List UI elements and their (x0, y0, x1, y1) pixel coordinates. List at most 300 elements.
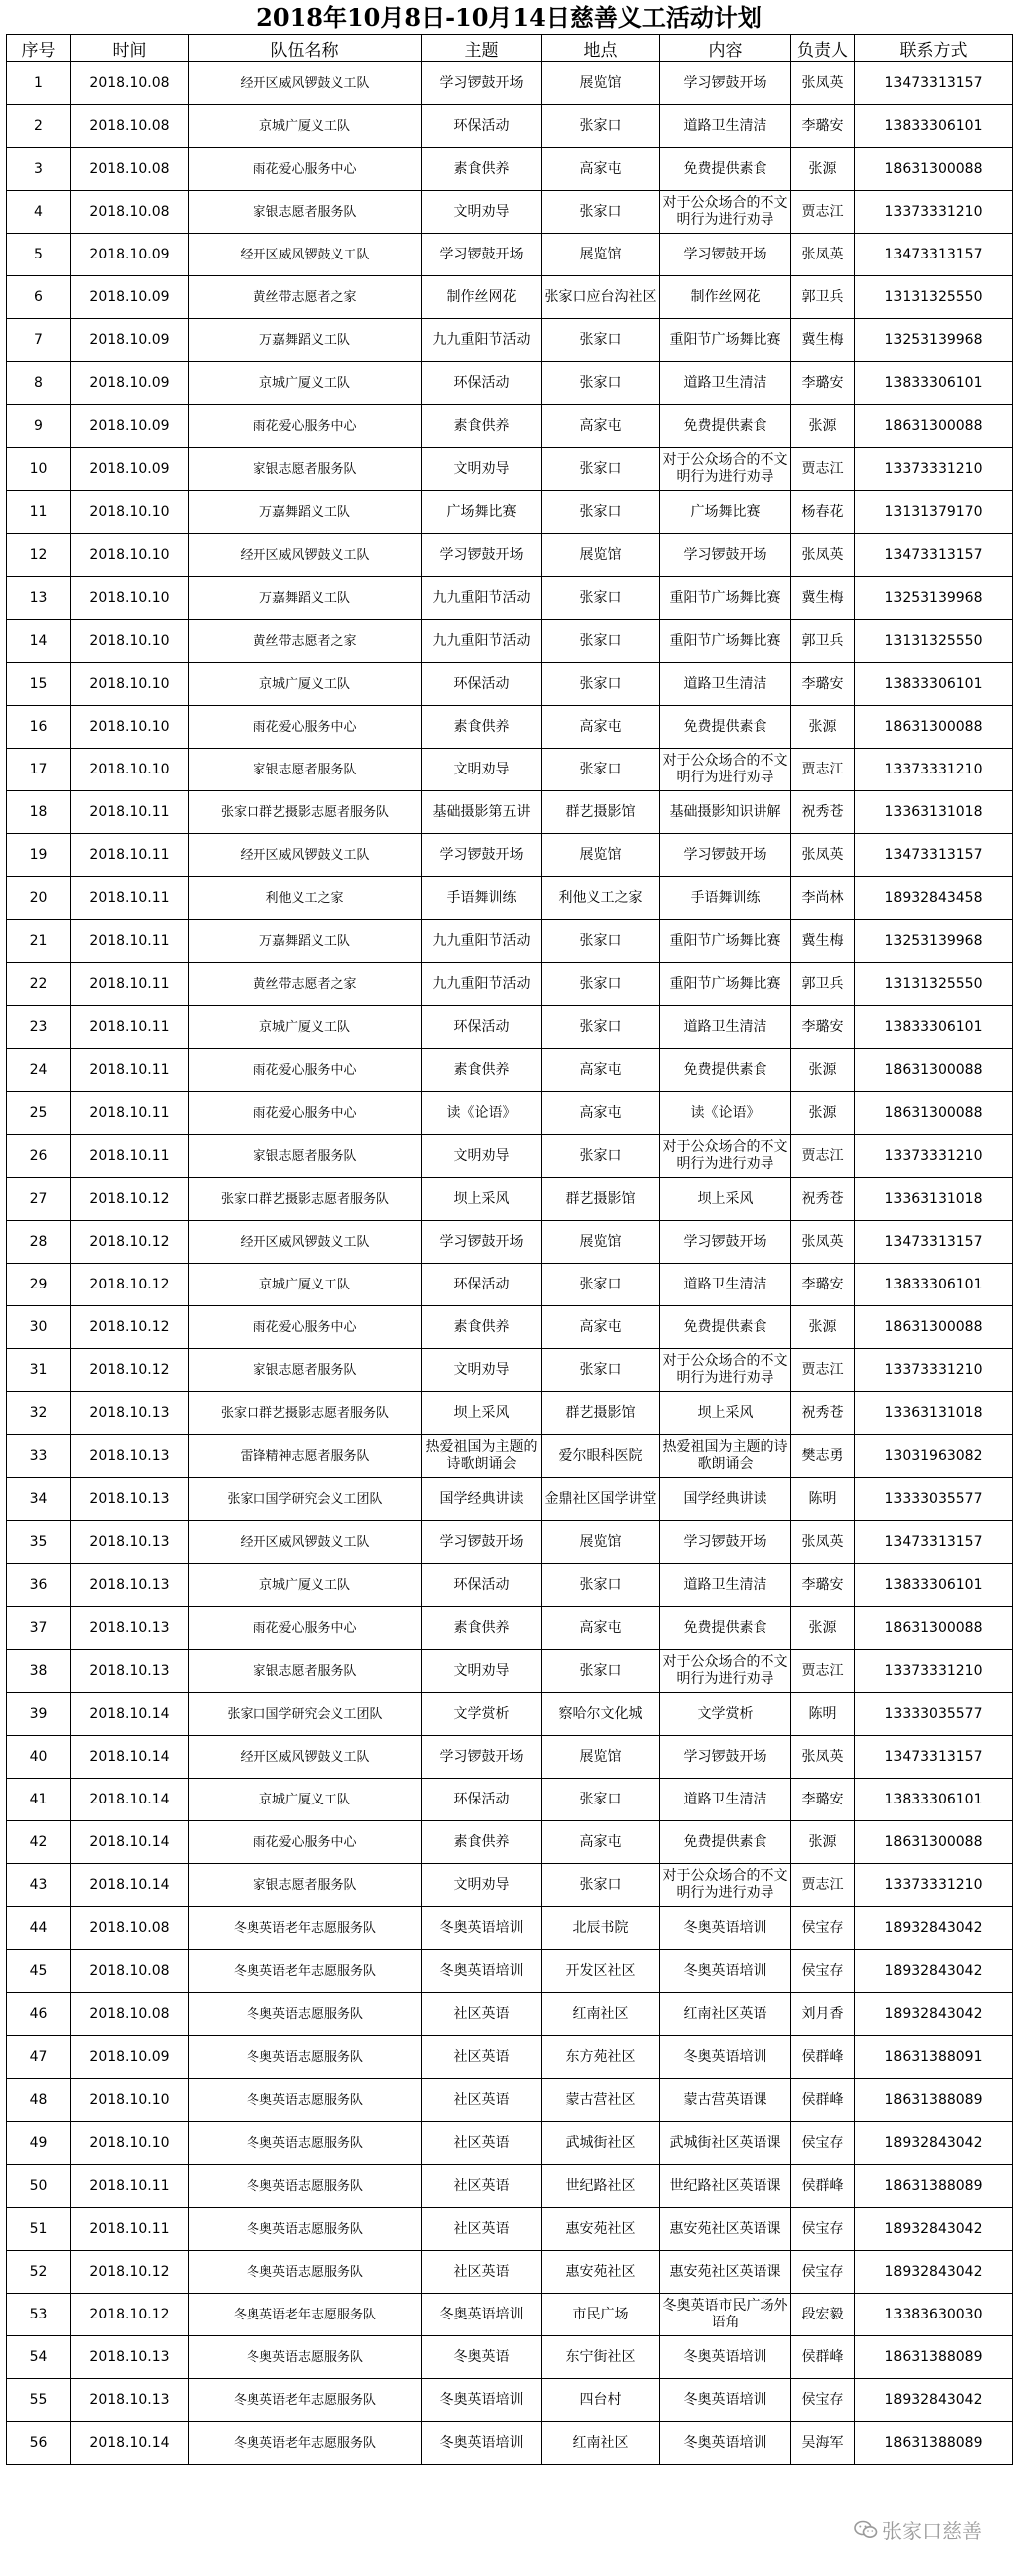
cell-phone: 13833306101 (855, 105, 1013, 148)
cell-phone: 18631300088 (855, 405, 1013, 448)
cell-content: 文学赏析 (660, 1693, 791, 1736)
cell-team: 京城广厦义工队 (189, 1564, 422, 1607)
header-location: 地点 (542, 35, 660, 62)
cell-date: 2018.10.09 (71, 276, 189, 319)
table-row (7, 2122, 1013, 2165)
table-row (7, 1264, 1013, 1306)
table-row (7, 2422, 1013, 2465)
cell-person: 祝秀苍 (791, 791, 855, 834)
cell-location: 爱尔眼科医院 (542, 1435, 660, 1478)
cell-date: 2018.10.14 (71, 1779, 189, 1821)
cell-location: 东宁街社区 (542, 2336, 660, 2379)
cell-location: 东方苑社区 (542, 2036, 660, 2079)
cell-person: 李璐安 (791, 1264, 855, 1306)
cell-content: 冬奥英语培训 (660, 2036, 791, 2079)
cell-phone: 13833306101 (855, 1264, 1013, 1306)
cell-team: 经开区威风锣鼓义工队 (189, 1521, 422, 1564)
table-row (7, 1993, 1013, 2036)
watermark-text: 张家口慈善 (882, 2519, 982, 2543)
cell-person: 贾志江 (791, 749, 855, 791)
cell-location: 展览馆 (542, 1221, 660, 1264)
cell-date: 2018.10.10 (71, 749, 189, 791)
cell-content: 冬奥英语培训 (660, 2422, 791, 2465)
cell-content: 重阳节广场舞比赛 (660, 920, 791, 963)
wechat-icon (854, 2520, 878, 2540)
table-row (7, 920, 1013, 963)
cell-location: 蒙古营社区 (542, 2079, 660, 2122)
cell-index: 17 (7, 749, 71, 791)
cell-location: 张家口 (542, 491, 660, 534)
cell-person: 冀生梅 (791, 920, 855, 963)
cell-index: 36 (7, 1564, 71, 1607)
table-row (7, 1821, 1013, 1864)
cell-person: 冀生梅 (791, 577, 855, 620)
cell-content: 坝上采风 (660, 1178, 791, 1221)
cell-date: 2018.10.11 (71, 834, 189, 877)
cell-phone: 13373331210 (855, 1349, 1013, 1392)
cell-index: 26 (7, 1135, 71, 1178)
cell-content: 手语舞训练 (660, 877, 791, 920)
cell-content: 学习锣鼓开场 (660, 234, 791, 276)
cell-location: 红南社区 (542, 1993, 660, 2036)
cell-person: 张源 (791, 405, 855, 448)
cell-content: 道路卫生清洁 (660, 663, 791, 706)
cell-person: 张凤英 (791, 1521, 855, 1564)
cell-content: 重阳节广场舞比赛 (660, 963, 791, 1006)
cell-index: 31 (7, 1349, 71, 1392)
cell-phone: 13473313157 (855, 234, 1013, 276)
cell-team: 家银志愿者服务队 (189, 1349, 422, 1392)
table-row (7, 791, 1013, 834)
table-row (7, 963, 1013, 1006)
cell-content: 对于公众场合的不文明行为进行劝导 (660, 1349, 791, 1392)
cell-index: 7 (7, 319, 71, 362)
cell-date: 2018.10.12 (71, 1178, 189, 1221)
cell-phone: 18631388089 (855, 2165, 1013, 2208)
cell-content: 对于公众场合的不文明行为进行劝导 (660, 1650, 791, 1693)
cell-location: 市民广场 (542, 2294, 660, 2336)
cell-person: 侯群峰 (791, 2336, 855, 2379)
cell-index: 2 (7, 105, 71, 148)
cell-location: 利他义工之家 (542, 877, 660, 920)
cell-theme: 文明劝导 (422, 448, 542, 491)
cell-phone: 13333035577 (855, 1693, 1013, 1736)
cell-date: 2018.10.12 (71, 1221, 189, 1264)
cell-date: 2018.10.10 (71, 2079, 189, 2122)
cell-content: 惠安苑社区英语课 (660, 2208, 791, 2251)
cell-phone: 18631300088 (855, 1306, 1013, 1349)
cell-content: 红南社区英语 (660, 1993, 791, 2036)
cell-person: 陈明 (791, 1693, 855, 1736)
cell-theme: 九九重阳节活动 (422, 577, 542, 620)
cell-index: 44 (7, 1907, 71, 1950)
cell-theme: 环保活动 (422, 1779, 542, 1821)
cell-index: 54 (7, 2336, 71, 2379)
cell-content: 学习锣鼓开场 (660, 534, 791, 577)
cell-content: 冬奥英语培训 (660, 2336, 791, 2379)
cell-index: 42 (7, 1821, 71, 1864)
cell-phone: 13833306101 (855, 1564, 1013, 1607)
cell-theme: 文学赏析 (422, 1693, 542, 1736)
table-row (7, 1049, 1013, 1092)
cell-content: 学习锣鼓开场 (660, 1521, 791, 1564)
cell-phone: 13373331210 (855, 448, 1013, 491)
cell-theme: 素食供养 (422, 1821, 542, 1864)
cell-date: 2018.10.12 (71, 2251, 189, 2294)
cell-location: 张家口 (542, 577, 660, 620)
cell-index: 37 (7, 1607, 71, 1650)
cell-date: 2018.10.09 (71, 319, 189, 362)
cell-phone: 13473313157 (855, 534, 1013, 577)
cell-location: 红南社区 (542, 2422, 660, 2465)
cell-theme: 冬奥英语培训 (422, 1950, 542, 1993)
cell-date: 2018.10.11 (71, 920, 189, 963)
cell-location: 群艺摄影馆 (542, 1178, 660, 1221)
cell-theme: 文明劝导 (422, 1864, 542, 1907)
cell-content: 对于公众场合的不文明行为进行劝导 (660, 1864, 791, 1907)
cell-phone: 18631300088 (855, 1049, 1013, 1092)
cell-location: 察哈尔文化城 (542, 1693, 660, 1736)
cell-person: 侯群峰 (791, 2036, 855, 2079)
table-row (7, 1006, 1013, 1049)
cell-person: 张源 (791, 1607, 855, 1650)
cell-index: 49 (7, 2122, 71, 2165)
table-row (7, 1178, 1013, 1221)
cell-theme: 热爱祖国为主题的诗歌朗诵会 (422, 1435, 542, 1478)
cell-location: 展览馆 (542, 1736, 660, 1779)
cell-date: 2018.10.13 (71, 2336, 189, 2379)
cell-team: 经开区威风锣鼓义工队 (189, 834, 422, 877)
cell-date: 2018.10.09 (71, 234, 189, 276)
cell-person: 张凤英 (791, 1221, 855, 1264)
cell-theme: 冬奥英语培训 (422, 2422, 542, 2465)
table-row (7, 1564, 1013, 1607)
cell-index: 53 (7, 2294, 71, 2336)
cell-theme: 环保活动 (422, 663, 542, 706)
cell-theme: 冬奥英语 (422, 2336, 542, 2379)
header-phone: 联系方式 (855, 35, 1013, 62)
cell-person: 张凤英 (791, 62, 855, 105)
table-row (7, 877, 1013, 920)
cell-index: 3 (7, 148, 71, 191)
table-row (7, 62, 1013, 105)
cell-content: 坝上采风 (660, 1392, 791, 1435)
cell-date: 2018.10.12 (71, 1349, 189, 1392)
page-title: 2018年10月8日-10月14日慈善义工活动计划 (256, 3, 762, 32)
cell-team: 利他义工之家 (189, 877, 422, 920)
cell-person: 贾志江 (791, 191, 855, 234)
cell-phone: 13253139968 (855, 920, 1013, 963)
cell-theme: 九九重阳节活动 (422, 920, 542, 963)
cell-date: 2018.10.11 (71, 963, 189, 1006)
cell-index: 14 (7, 620, 71, 663)
cell-content: 重阳节广场舞比赛 (660, 577, 791, 620)
cell-date: 2018.10.09 (71, 2036, 189, 2079)
cell-team: 雷锋精神志愿者服务队 (189, 1435, 422, 1478)
cell-index: 45 (7, 1950, 71, 1993)
table-row (7, 1092, 1013, 1135)
cell-date: 2018.10.09 (71, 448, 189, 491)
cell-content: 学习锣鼓开场 (660, 834, 791, 877)
cell-content: 道路卫生清洁 (660, 105, 791, 148)
cell-person: 杨春花 (791, 491, 855, 534)
cell-index: 50 (7, 2165, 71, 2208)
table-row (7, 2165, 1013, 2208)
cell-date: 2018.10.13 (71, 2379, 189, 2422)
cell-theme: 国学经典讲读 (422, 1478, 542, 1521)
cell-team: 雨花爱心服务中心 (189, 1092, 422, 1135)
cell-phone: 18631300088 (855, 1607, 1013, 1650)
cell-phone: 13031963082 (855, 1435, 1013, 1478)
cell-team: 家银志愿者服务队 (189, 448, 422, 491)
cell-date: 2018.10.08 (71, 1907, 189, 1950)
cell-team: 黄丝带志愿者之家 (189, 620, 422, 663)
cell-content: 免费提供素食 (660, 1306, 791, 1349)
cell-index: 39 (7, 1693, 71, 1736)
cell-theme: 环保活动 (422, 1264, 542, 1306)
cell-index: 56 (7, 2422, 71, 2465)
cell-team: 家银志愿者服务队 (189, 1864, 422, 1907)
cell-theme: 基础摄影第五讲 (422, 791, 542, 834)
cell-location: 展览馆 (542, 534, 660, 577)
cell-phone: 13373331210 (855, 749, 1013, 791)
table-row (7, 1693, 1013, 1736)
cell-index: 21 (7, 920, 71, 963)
cell-content: 道路卫生清洁 (660, 1779, 791, 1821)
cell-person: 侯宝存 (791, 2251, 855, 2294)
cell-team: 冬奥英语志愿服务队 (189, 2208, 422, 2251)
cell-index: 32 (7, 1392, 71, 1435)
cell-theme: 手语舞训练 (422, 877, 542, 920)
cell-theme: 学习锣鼓开场 (422, 1521, 542, 1564)
cell-date: 2018.10.14 (71, 1864, 189, 1907)
cell-date: 2018.10.11 (71, 791, 189, 834)
cell-theme: 坝上采风 (422, 1178, 542, 1221)
cell-index: 30 (7, 1306, 71, 1349)
cell-content: 免费提供素食 (660, 405, 791, 448)
header-team: 队伍名称 (189, 35, 422, 62)
cell-location: 张家口 (542, 620, 660, 663)
table-row (7, 1650, 1013, 1693)
cell-location: 世纪路社区 (542, 2165, 660, 2208)
table-row (7, 2294, 1013, 2336)
table-row (7, 1135, 1013, 1178)
cell-phone: 18932843042 (855, 2379, 1013, 2422)
cell-person: 贾志江 (791, 1650, 855, 1693)
table-row (7, 663, 1013, 706)
cell-team: 冬奥英语志愿服务队 (189, 2122, 422, 2165)
cell-date: 2018.10.11 (71, 1006, 189, 1049)
cell-person: 吴海军 (791, 2422, 855, 2465)
cell-location: 张家口 (542, 749, 660, 791)
cell-phone: 18631300088 (855, 1092, 1013, 1135)
table-row (7, 148, 1013, 191)
cell-date: 2018.10.12 (71, 2294, 189, 2336)
table-row (7, 405, 1013, 448)
table-row (7, 1435, 1013, 1478)
cell-phone: 18932843042 (855, 1993, 1013, 2036)
cell-phone: 13473313157 (855, 1736, 1013, 1779)
cell-theme: 社区英语 (422, 2251, 542, 2294)
cell-person: 侯群峰 (791, 2079, 855, 2122)
cell-theme: 学习锣鼓开场 (422, 62, 542, 105)
cell-location: 张家口 (542, 663, 660, 706)
cell-phone: 18631388089 (855, 2422, 1013, 2465)
cell-index: 29 (7, 1264, 71, 1306)
header-theme: 主题 (422, 35, 542, 62)
cell-content: 学习锣鼓开场 (660, 1221, 791, 1264)
cell-person: 张源 (791, 706, 855, 749)
table-row (7, 1221, 1013, 1264)
cell-phone: 13833306101 (855, 663, 1013, 706)
cell-person: 张源 (791, 1049, 855, 1092)
table-row (7, 534, 1013, 577)
cell-index: 23 (7, 1006, 71, 1049)
cell-date: 2018.10.11 (71, 1092, 189, 1135)
cell-team: 冬奥英语志愿服务队 (189, 1993, 422, 2036)
header-date: 时间 (71, 35, 189, 62)
cell-date: 2018.10.08 (71, 1950, 189, 1993)
cell-theme: 素食供养 (422, 148, 542, 191)
cell-theme: 冬奥英语培训 (422, 1907, 542, 1950)
cell-index: 35 (7, 1521, 71, 1564)
cell-person: 侯群峰 (791, 2165, 855, 2208)
cell-theme: 坝上采风 (422, 1392, 542, 1435)
cell-location: 张家口 (542, 963, 660, 1006)
cell-person: 侯宝存 (791, 2379, 855, 2422)
cell-team: 家银志愿者服务队 (189, 1135, 422, 1178)
cell-person: 张凤英 (791, 834, 855, 877)
cell-theme: 冬奥英语培训 (422, 2379, 542, 2422)
table-row (7, 1607, 1013, 1650)
cell-location: 张家口 (542, 1135, 660, 1178)
cell-date: 2018.10.08 (71, 148, 189, 191)
cell-phone: 13473313157 (855, 1521, 1013, 1564)
cell-date: 2018.10.08 (71, 191, 189, 234)
cell-phone: 18932843042 (855, 2208, 1013, 2251)
cell-content: 热爱祖国为主题的诗歌朗诵会 (660, 1435, 791, 1478)
header-person: 负责人 (791, 35, 855, 62)
cell-index: 27 (7, 1178, 71, 1221)
cell-date: 2018.10.13 (71, 1607, 189, 1650)
cell-team: 黄丝带志愿者之家 (189, 276, 422, 319)
cell-phone: 18631300088 (855, 1821, 1013, 1864)
cell-content: 道路卫生清洁 (660, 362, 791, 405)
cell-theme: 文明劝导 (422, 749, 542, 791)
cell-theme: 素食供养 (422, 706, 542, 749)
cell-theme: 学习锣鼓开场 (422, 1221, 542, 1264)
cell-team: 冬奥英语志愿服务队 (189, 2165, 422, 2208)
cell-theme: 文明劝导 (422, 1135, 542, 1178)
cell-team: 雨花爱心服务中心 (189, 706, 422, 749)
cell-phone: 13373331210 (855, 1650, 1013, 1693)
table-row (7, 276, 1013, 319)
table-row (7, 2079, 1013, 2122)
cell-location: 群艺摄影馆 (542, 1392, 660, 1435)
table-row (7, 1349, 1013, 1392)
cell-content: 武城街社区英语课 (660, 2122, 791, 2165)
cell-index: 43 (7, 1864, 71, 1907)
cell-index: 20 (7, 877, 71, 920)
cell-location: 张家口 (542, 1864, 660, 1907)
cell-theme: 环保活动 (422, 105, 542, 148)
cell-theme: 环保活动 (422, 362, 542, 405)
table-row (7, 2036, 1013, 2079)
cell-date: 2018.10.13 (71, 1435, 189, 1478)
cell-index: 33 (7, 1435, 71, 1478)
cell-phone: 18932843042 (855, 2251, 1013, 2294)
cell-index: 40 (7, 1736, 71, 1779)
cell-phone: 18932843458 (855, 877, 1013, 920)
table-row (7, 105, 1013, 148)
cell-team: 冬奥英语老年志愿服务队 (189, 1907, 422, 1950)
cell-theme: 素食供养 (422, 1049, 542, 1092)
cell-date: 2018.10.11 (71, 877, 189, 920)
cell-content: 免费提供素食 (660, 148, 791, 191)
watermark (854, 2515, 982, 2544)
cell-team: 京城广厦义工队 (189, 105, 422, 148)
cell-team: 经开区威风锣鼓义工队 (189, 534, 422, 577)
table-row (7, 1478, 1013, 1521)
cell-date: 2018.10.08 (71, 62, 189, 105)
cell-date: 2018.10.13 (71, 1521, 189, 1564)
cell-team: 雨花爱心服务中心 (189, 1306, 422, 1349)
cell-theme: 素食供养 (422, 405, 542, 448)
cell-index: 8 (7, 362, 71, 405)
cell-content: 免费提供素食 (660, 706, 791, 749)
cell-team: 万嘉舞蹈义工队 (189, 920, 422, 963)
cell-theme: 文明劝导 (422, 1650, 542, 1693)
header-index: 序号 (7, 35, 71, 62)
cell-date: 2018.10.08 (71, 105, 189, 148)
cell-date: 2018.10.14 (71, 1821, 189, 1864)
cell-team: 冬奥英语老年志愿服务队 (189, 2379, 422, 2422)
cell-phone: 13333035577 (855, 1478, 1013, 1521)
cell-date: 2018.10.11 (71, 1049, 189, 1092)
cell-phone: 18631388091 (855, 2036, 1013, 2079)
cell-location: 张家口 (542, 448, 660, 491)
activity-table (6, 34, 1013, 2465)
table-row (7, 1950, 1013, 1993)
cell-theme: 广场舞比赛 (422, 491, 542, 534)
cell-location: 张家口 (542, 1349, 660, 1392)
cell-person: 侯宝存 (791, 2122, 855, 2165)
table-header-row (7, 35, 1013, 62)
cell-theme: 文明劝导 (422, 1349, 542, 1392)
cell-content: 免费提供素食 (660, 1821, 791, 1864)
cell-person: 李璐安 (791, 362, 855, 405)
cell-index: 28 (7, 1221, 71, 1264)
cell-theme: 学习锣鼓开场 (422, 1736, 542, 1779)
table-row (7, 620, 1013, 663)
cell-team: 经开区威风锣鼓义工队 (189, 1221, 422, 1264)
cell-person: 侯宝存 (791, 2208, 855, 2251)
cell-phone: 13473313157 (855, 62, 1013, 105)
cell-location: 张家口 (542, 1006, 660, 1049)
cell-date: 2018.10.11 (71, 2165, 189, 2208)
cell-content: 重阳节广场舞比赛 (660, 620, 791, 663)
cell-index: 47 (7, 2036, 71, 2079)
cell-date: 2018.10.14 (71, 2422, 189, 2465)
cell-location: 展览馆 (542, 62, 660, 105)
cell-content: 对于公众场合的不文明行为进行劝导 (660, 1135, 791, 1178)
cell-date: 2018.10.14 (71, 1736, 189, 1779)
cell-date: 2018.10.10 (71, 620, 189, 663)
cell-content: 冬奥英语培训 (660, 2379, 791, 2422)
cell-team: 雨花爱心服务中心 (189, 405, 422, 448)
cell-team: 张家口国学研究会义工团队 (189, 1693, 422, 1736)
cell-location: 惠安苑社区 (542, 2208, 660, 2251)
